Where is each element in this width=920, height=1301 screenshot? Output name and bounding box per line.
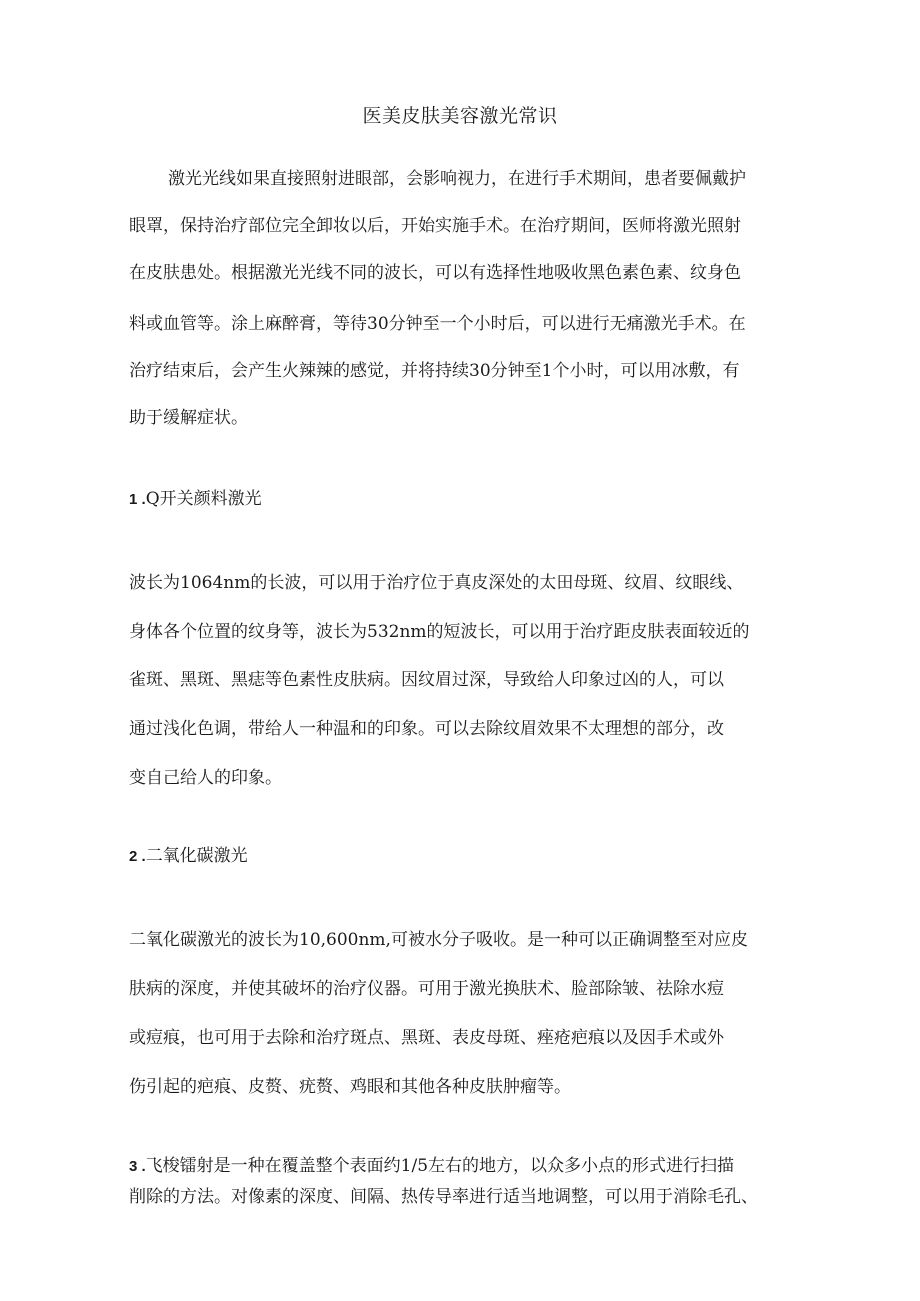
section-3-first-line: 飞梭镭射是一种在覆盖整个表面约1/5左右的地方，以众多小点的形式进行扫描 [145,1156,735,1176]
intro-line: 在皮肤患处。根据激光光线不同的波长，可以有选择性地吸收黑色素色素、纹身色 [129,263,741,283]
section-2-line: 肤病的深度，并使其破坏的治疗仪器。可用于激光换肤术、脸部除皱、祛除水痘 [129,979,724,999]
intro-line: 治疗结束后，会产生火辣辣的感觉，并将持续30分钟至1个小时，可以用冰敷，有 [129,361,740,381]
intro-line: 激光光线如果直接照射进眼部，会影响视力，在进行手术期间，患者要佩戴护 [168,169,746,189]
intro-line: 料或血管等。涂上麻醉膏，等待30分钟至一个小时后，可以进行无痛激光手术。在 [129,314,746,334]
section-1-title: Q开关颜料激光 [145,489,262,509]
section-2-line: 伤引起的疤痕、皮赘、疣赘、鸡眼和其他各种皮肤肿瘤等。 [129,1077,571,1097]
section-2-line: 二氧化碳激光的波长为10,600nm,可被水分子吸收。是一种可以正确调整至对应皮 [129,930,748,950]
section-1-heading [129,488,262,511]
section-2-line: 或痘痕，也可用于去除和治疗斑点、黑斑、表皮母斑、痤疮疤痕以及因手术或外 [129,1028,724,1048]
section-1-line: 雀斑、黑斑、黑痣等色素性皮肤病。因纹眉过深，导致给人印象过凶的人，可以 [129,670,724,690]
intro-line: 助于缓解症状。 [129,408,248,428]
document-title: 医美皮肤美容激光常识 [362,105,558,127]
section-1-number: 1 . [129,491,146,508]
section-3-number: 3 . [129,1158,146,1175]
section-2-title: 二氧化碳激光 [145,846,248,866]
section-1-line: 变自己给人的印象。 [129,768,282,788]
section-2-heading [129,845,248,868]
section-3-heading [129,1155,734,1178]
intro-line: 眼罩，保持治疗部位完全卸妆以后，开始实施手术。在治疗期间，医师将激光照射 [129,216,741,236]
section-1-line: 身体各个位置的纹身等，波长为532nm的短波长，可以用于治疗距皮肤表面较近的 [129,622,750,642]
section-1-line: 通过浅化色调，带给人一种温和的印象。可以去除纹眉效果不太理想的部分，改 [129,719,724,739]
section-3-line: 削除的方法。对像素的深度、间隔、热传导率进行适当地调整，可以用于消除毛孔、 [129,1187,758,1207]
section-1-line: 波长为1064nm的长波，可以用于治疗位于真皮深处的太田母斑、纹眉、纹眼线、 [129,573,744,593]
section-2-number: 2 . [129,848,146,865]
